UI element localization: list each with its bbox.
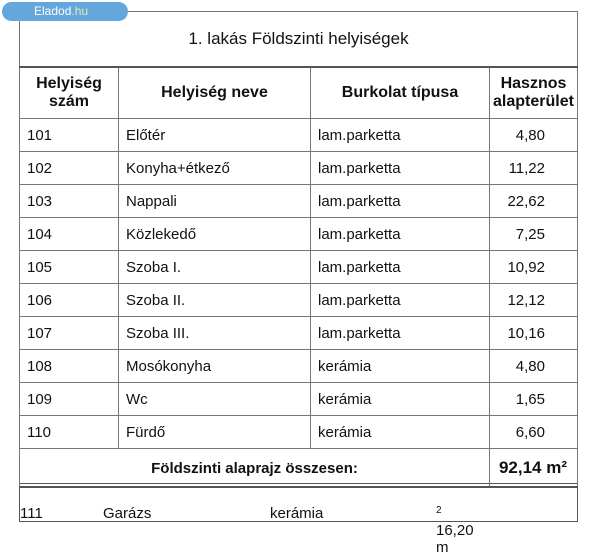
room-number: 104 (20, 218, 119, 251)
table-row (20, 416, 578, 449)
table-row (20, 350, 578, 383)
room-area: 10,92 (490, 251, 578, 284)
room-number: 105 (20, 251, 119, 284)
room-name: Közlekedő (119, 218, 311, 251)
table-row (20, 218, 578, 251)
room-area: 4,80 (490, 350, 578, 383)
room-name: Szoba III. (119, 317, 311, 350)
room-number: 101 (20, 119, 119, 152)
room-floor: kerámia (311, 416, 490, 449)
room-number: 103 (20, 185, 119, 218)
garage-area: 16,20 m $^2$ (436, 505, 474, 556)
header-floor-type: Burkolat típusa (311, 67, 490, 119)
table-row (20, 284, 578, 317)
room-name: Wc (119, 383, 311, 416)
garage-number: 111 (20, 505, 43, 522)
table-row (20, 185, 578, 218)
room-name: Szoba I. (119, 251, 311, 284)
rooms-table (19, 11, 578, 488)
room-floor: kerámia (311, 350, 490, 383)
room-number: 110 (20, 416, 119, 449)
room-number: 106 (20, 284, 119, 317)
table-row (20, 383, 578, 416)
header-area: Hasznos alapterület (490, 67, 578, 119)
room-floor: lam.parketta (311, 218, 490, 251)
room-floor: lam.parketta (311, 119, 490, 152)
room-name: Fürdő (119, 416, 311, 449)
room-floor: lam.parketta (311, 284, 490, 317)
room-number: 109 (20, 383, 119, 416)
room-area: 4,80 (490, 119, 578, 152)
total-label: Földszinti alaprajz összesen: (20, 449, 490, 488)
badge-name: Eladod (34, 4, 72, 18)
room-name: Mosókonyha (119, 350, 311, 383)
garage-floor: kerámia (270, 505, 324, 522)
header-room-name: Helyiség neve (119, 67, 311, 119)
room-number: 108 (20, 350, 119, 383)
table-row (20, 317, 578, 350)
room-area: 22,62 (490, 185, 578, 218)
room-area: 10,16 (490, 317, 578, 350)
total-value: 92,14 m² (490, 449, 578, 488)
room-floor: lam.parketta (311, 251, 490, 284)
room-number: 107 (20, 317, 119, 350)
header-row (20, 67, 578, 119)
room-name: Konyha+étkező (119, 152, 311, 185)
site-badge[interactable] (2, 2, 128, 21)
header-room-number: Helyiség szám (20, 67, 119, 119)
table-row (20, 119, 578, 152)
room-name: Előtér (119, 119, 311, 152)
room-area: 7,25 (490, 218, 578, 251)
table-title: 1. lakás Földszinti helyiségek (20, 12, 578, 68)
badge-suffix: .hu (71, 4, 89, 18)
room-area: 11,22 (490, 152, 578, 185)
room-number: 102 (20, 152, 119, 185)
room-floor: lam.parketta (311, 317, 490, 350)
room-name: Szoba II. (119, 284, 311, 317)
room-floor: kerámia (311, 383, 490, 416)
room-area: 1,65 (490, 383, 578, 416)
garage-row (19, 486, 578, 556)
table-row (20, 251, 578, 284)
table-row (20, 152, 578, 185)
total-row (20, 449, 578, 488)
garage-name: Garázs (103, 505, 152, 522)
room-area: 12,12 (490, 284, 578, 317)
room-area: 6,60 (490, 416, 578, 449)
room-floor: lam.parketta (311, 185, 490, 218)
room-name: Nappali (119, 185, 311, 218)
room-floor: lam.parketta (311, 152, 490, 185)
